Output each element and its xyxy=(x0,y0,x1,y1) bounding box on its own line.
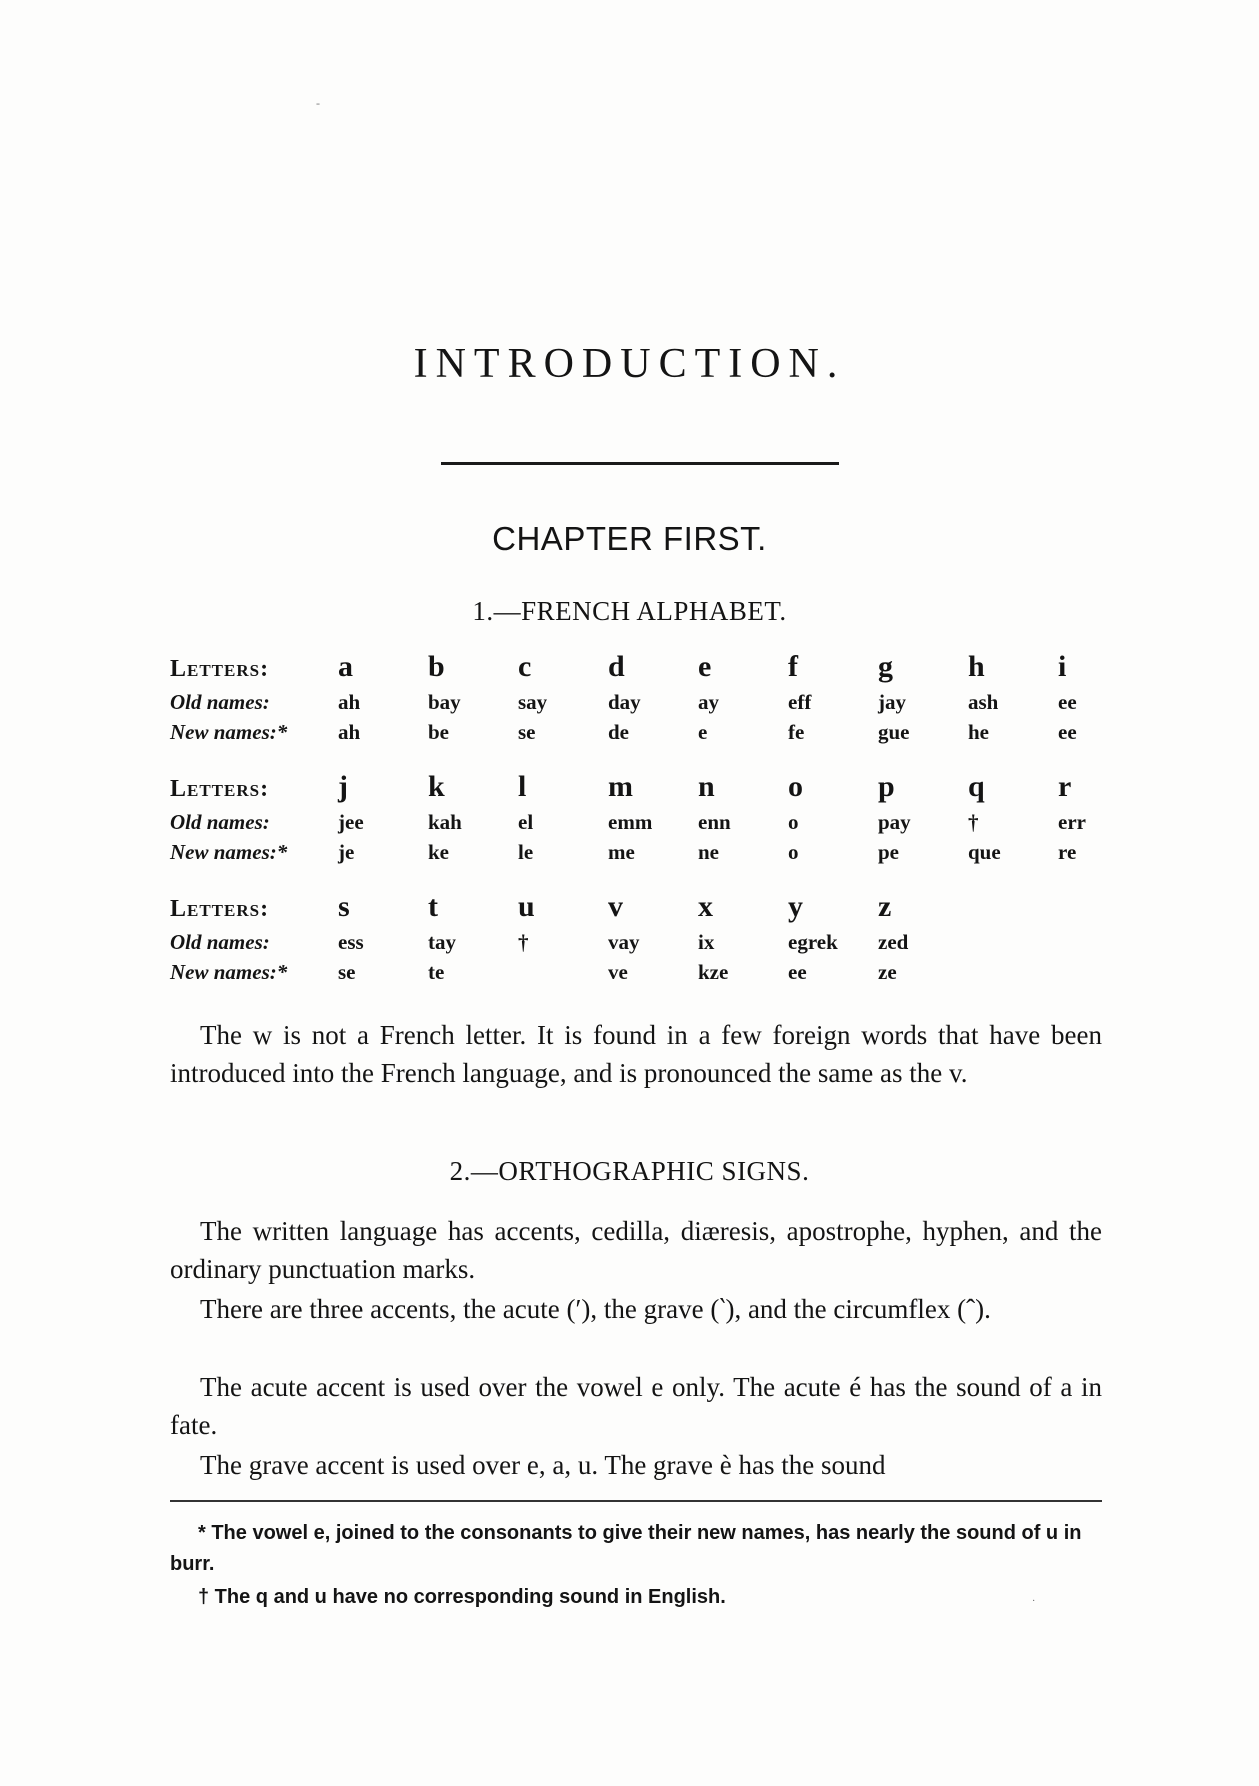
new-name: ee xyxy=(1058,720,1077,744)
new-name: ze xyxy=(878,960,897,984)
new-name: se xyxy=(338,960,356,984)
title-divider xyxy=(441,462,839,465)
footnote-divider xyxy=(170,1500,1102,1502)
old-name: † xyxy=(968,810,979,834)
letter: g xyxy=(878,650,893,683)
new-name: que xyxy=(968,840,1001,864)
new-name xyxy=(518,960,608,990)
old-names-row xyxy=(170,810,1098,840)
new-name: re xyxy=(1058,840,1077,864)
old-name: day xyxy=(608,690,641,714)
new-name: fe xyxy=(788,720,805,744)
alphabet-table-group-2 xyxy=(170,770,1098,870)
old-name: vay xyxy=(608,930,640,954)
footnote-dagger xyxy=(170,1582,1102,1613)
new-names-label: New names:* xyxy=(170,720,288,744)
letter: u xyxy=(518,890,535,923)
paragraph-text: The acute accent is used over the vowel e only. The acute é has the sound of a in fate. xyxy=(170,1372,1102,1440)
letters-label: Letters: xyxy=(170,896,270,922)
old-name: ee xyxy=(1058,690,1077,714)
letter: f xyxy=(788,650,798,683)
old-names-label: Old names: xyxy=(170,810,270,834)
alphabet-table-group-1 xyxy=(170,650,1098,750)
paragraph-signs xyxy=(170,1212,1102,1288)
new-names-row xyxy=(170,960,1098,990)
letter: r xyxy=(1058,770,1072,803)
new-name: e xyxy=(698,720,708,744)
old-names-label: Old names: xyxy=(170,690,270,714)
paragraph-text: The w is not a French letter. It is found in a few foreign words that have been introduced into the French language, and is pronounced the same as the v. xyxy=(170,1020,1102,1088)
letters-label: Letters: xyxy=(170,656,270,682)
new-names-label: New names:* xyxy=(170,960,288,984)
letter: b xyxy=(428,650,445,683)
letter: s xyxy=(338,890,350,923)
old-name: say xyxy=(518,690,548,714)
paragraph-grave xyxy=(170,1446,1102,1484)
letters-row xyxy=(170,770,1098,810)
old-name: err xyxy=(1058,810,1086,834)
old-name: tay xyxy=(428,930,456,954)
letter: x xyxy=(698,890,713,923)
paragraph-text: The written language has accents, cedilla, diæresis, apostrophe, hyphen, and the ordinary punctuation marks. xyxy=(170,1216,1102,1284)
footnote-asterisk xyxy=(170,1518,1102,1580)
old-name xyxy=(968,930,1058,960)
paragraph-text: The grave accent is used over e, a, u. The grave è has the sound xyxy=(200,1450,886,1480)
new-name: ve xyxy=(608,960,628,984)
letters-label: Letters: xyxy=(170,776,270,802)
letter: i xyxy=(1058,650,1067,683)
old-name: kah xyxy=(428,810,462,834)
section-heading-alphabet: 1.—FRENCH ALPHABET. xyxy=(472,596,787,626)
new-names-label: New names:* xyxy=(170,840,288,864)
old-name: jee xyxy=(338,810,364,834)
old-name: o xyxy=(788,810,799,834)
old-name: ix xyxy=(698,930,715,954)
footnote-text: * The vowel e, joined to the consonants to give their new names, has nearly the sound of u in burr. xyxy=(170,1522,1082,1575)
old-name: eff xyxy=(788,690,812,714)
old-names-label: Old names: xyxy=(170,930,270,954)
new-name: he xyxy=(968,720,989,744)
page-title: INTRODUCTION. xyxy=(413,341,846,387)
paragraph-acute xyxy=(170,1368,1102,1444)
old-name: pay xyxy=(878,810,911,834)
paragraph-w-letter xyxy=(170,1016,1102,1092)
letters-row xyxy=(170,890,1098,930)
new-name: o xyxy=(788,840,799,864)
old-name: bay xyxy=(428,690,461,714)
letter: v xyxy=(608,890,623,923)
new-name: pe xyxy=(878,840,899,864)
new-names-row xyxy=(170,720,1098,750)
new-name: kze xyxy=(698,960,729,984)
letter xyxy=(1058,890,1098,930)
new-name: me xyxy=(608,840,635,864)
new-names-row xyxy=(170,840,1098,870)
new-name: gue xyxy=(878,720,910,744)
letter: a xyxy=(338,650,353,683)
chapter-heading: CHAPTER FIRST. xyxy=(492,520,767,557)
new-name: be xyxy=(428,720,449,744)
letter: l xyxy=(518,770,527,803)
new-name: le xyxy=(518,840,534,864)
old-name: ay xyxy=(698,690,719,714)
new-name: ah xyxy=(338,720,361,744)
section-heading-orthographic: 2.—ORTHOGRAPHIC SIGNS. xyxy=(449,1156,810,1186)
old-name: el xyxy=(518,810,534,834)
new-name: se xyxy=(518,720,536,744)
new-name xyxy=(1058,960,1098,990)
old-name: egrek xyxy=(788,930,838,954)
letter: d xyxy=(608,650,625,683)
letters-row xyxy=(170,650,1098,690)
old-name: enn xyxy=(698,810,731,834)
alphabet-table-group-3 xyxy=(170,890,1098,990)
letter: o xyxy=(788,770,803,803)
paragraph-text: There are three accents, the acute (′), the grave (‵), and the circumflex (ˆ). xyxy=(200,1294,991,1324)
new-name: te xyxy=(428,960,445,984)
new-name: de xyxy=(608,720,629,744)
old-name xyxy=(1058,930,1098,960)
letter: c xyxy=(518,650,532,683)
letter: j xyxy=(338,770,348,803)
old-name: emm xyxy=(608,810,653,834)
old-names-row xyxy=(170,930,1098,960)
letter: e xyxy=(698,650,712,683)
letter: h xyxy=(968,650,985,683)
new-name: ee xyxy=(788,960,807,984)
letter: k xyxy=(428,770,445,803)
old-name: jay xyxy=(878,690,906,714)
letter xyxy=(968,890,1058,930)
old-name: † xyxy=(518,930,529,954)
paragraph-accents xyxy=(170,1290,1102,1328)
stray-dot: · xyxy=(1032,1596,1036,1607)
new-name: ne xyxy=(698,840,719,864)
letter: m xyxy=(608,770,633,803)
footnote-text: † The q and u have no corresponding sound in English. xyxy=(198,1586,726,1608)
letter: t xyxy=(428,890,438,923)
letter: p xyxy=(878,770,895,803)
old-name: ash xyxy=(968,690,999,714)
new-name xyxy=(968,960,1058,990)
new-name: ke xyxy=(428,840,449,864)
letter: z xyxy=(878,890,892,923)
old-names-row xyxy=(170,690,1098,720)
letter: q xyxy=(968,770,985,803)
old-name: ah xyxy=(338,690,361,714)
letter: y xyxy=(788,890,803,923)
old-name: ess xyxy=(338,930,364,954)
letter: n xyxy=(698,770,715,803)
new-name: je xyxy=(338,840,355,864)
old-name: zed xyxy=(878,930,909,954)
stray-mark: - xyxy=(316,96,320,110)
